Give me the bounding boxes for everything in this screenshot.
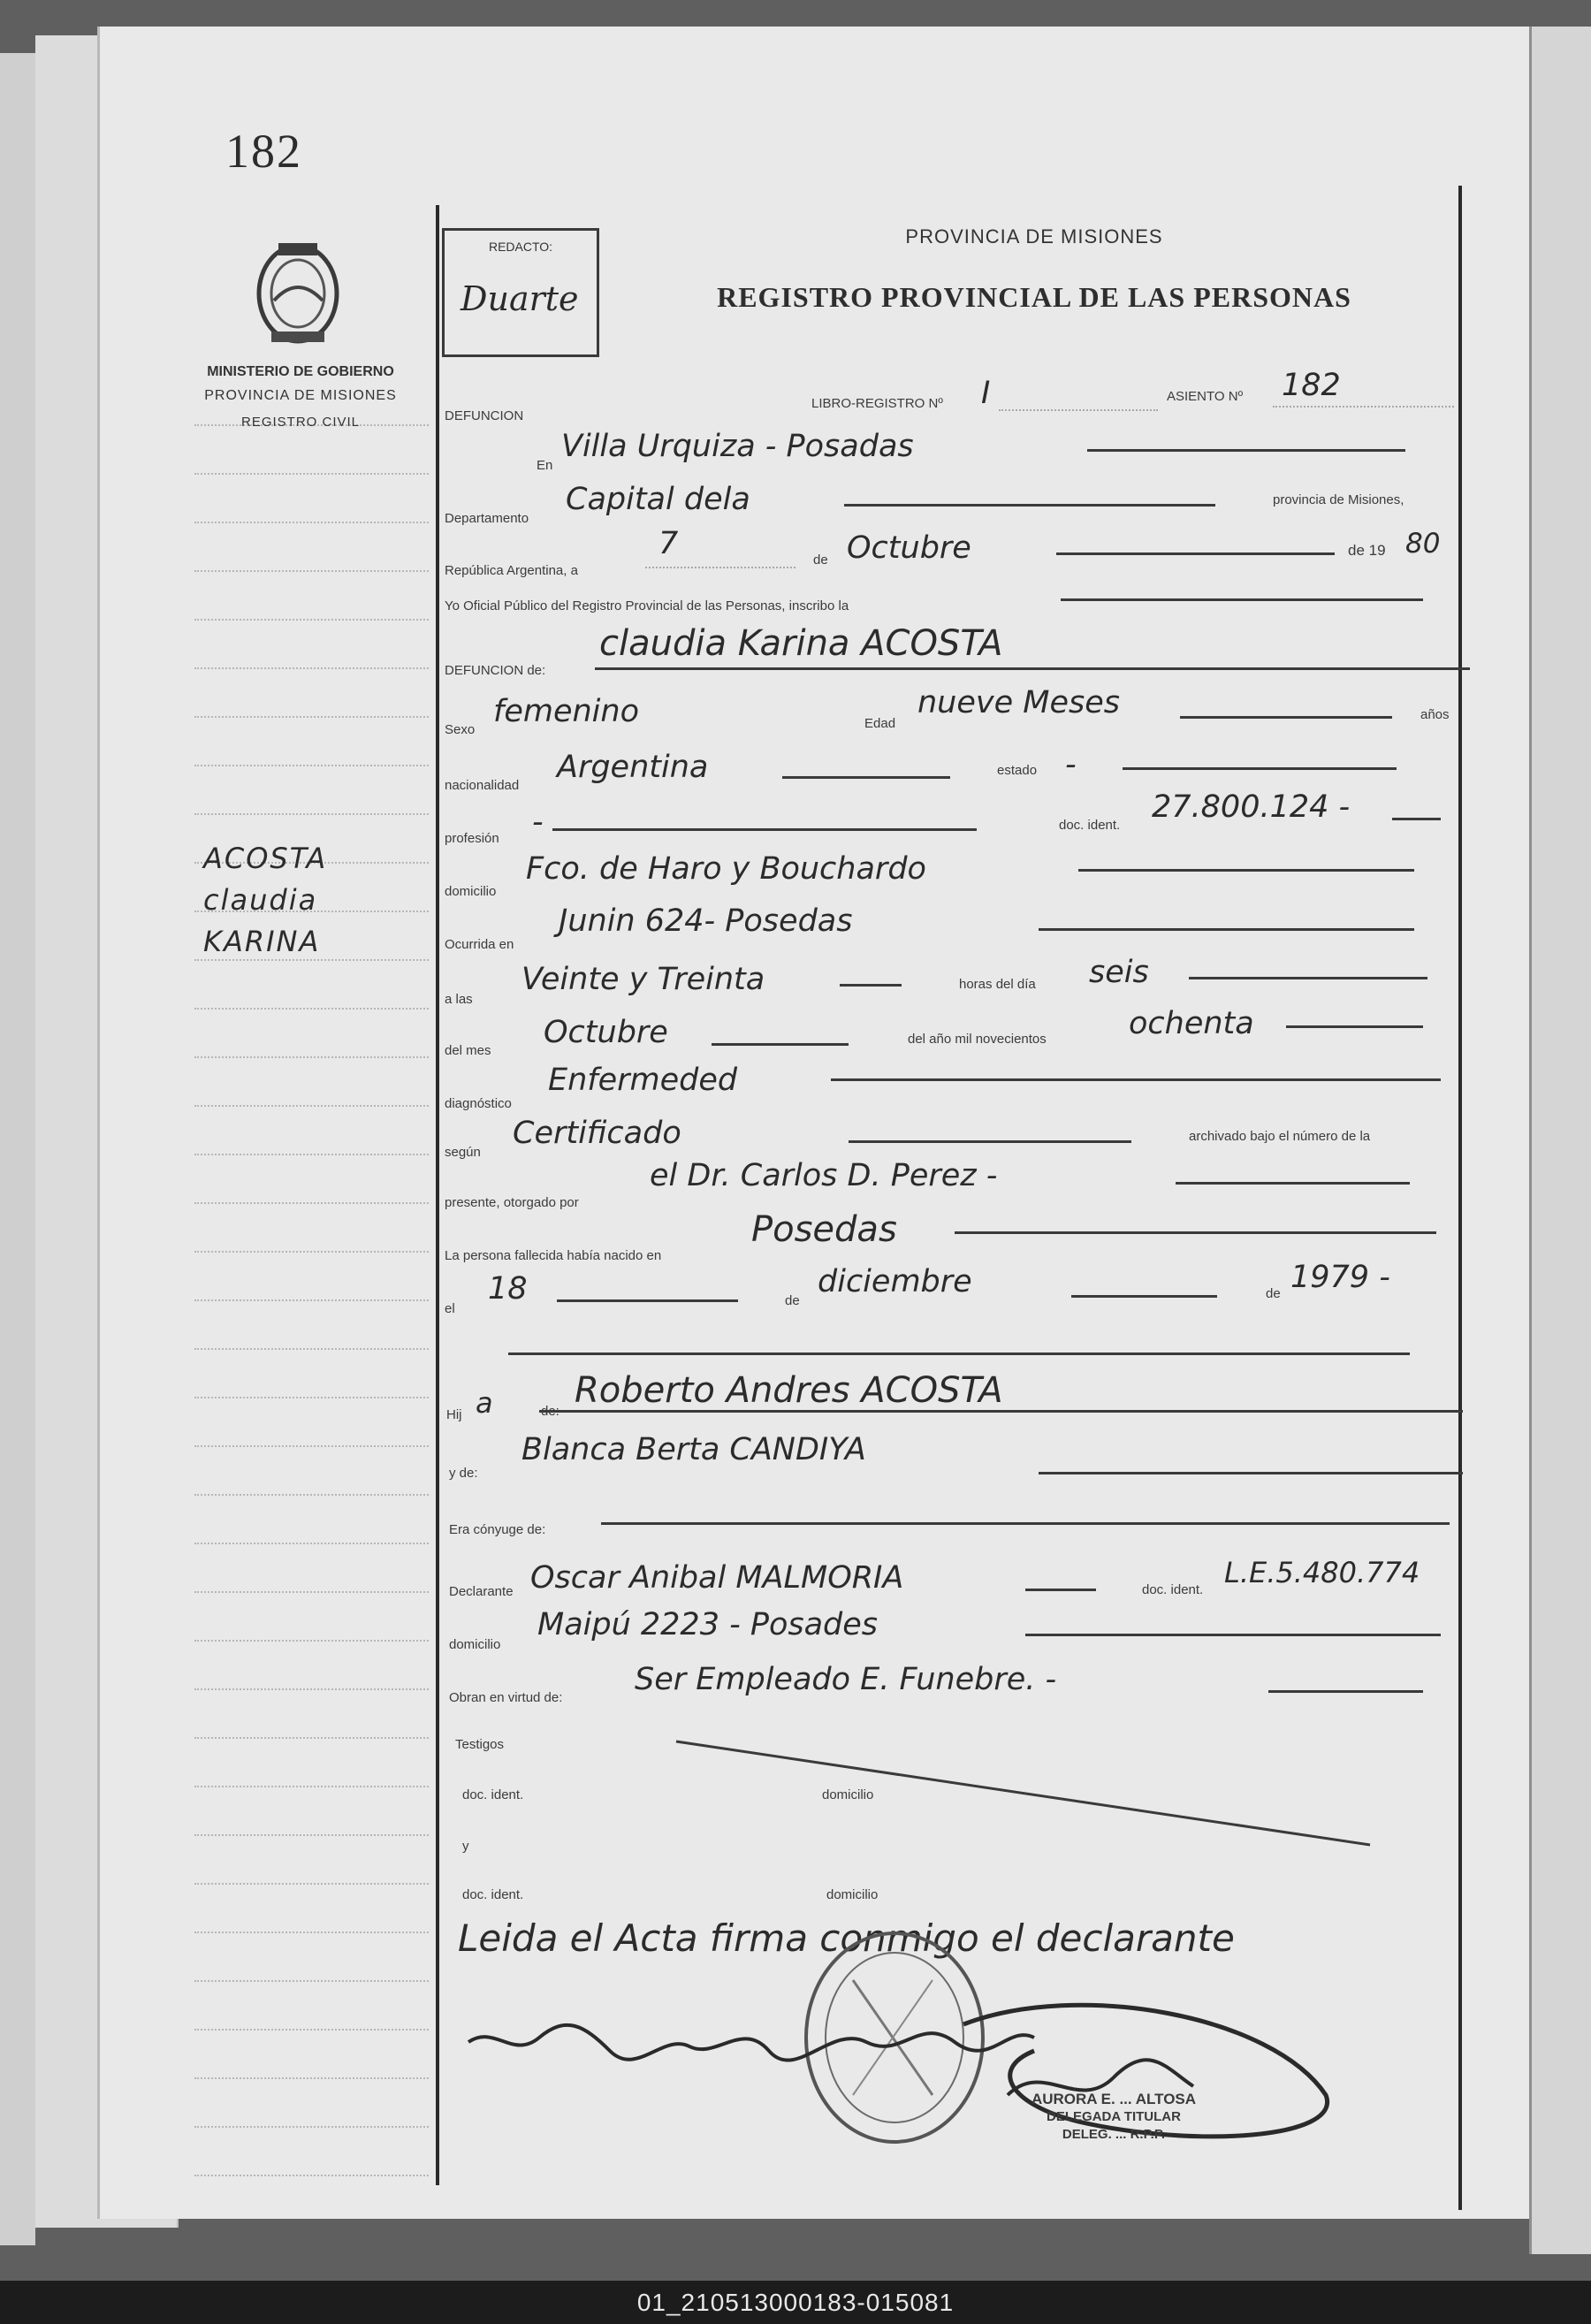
- margin-rule: [194, 1299, 429, 1301]
- margin-rule: [194, 1105, 429, 1107]
- nac-year: 1979 -: [1290, 1260, 1390, 1295]
- strike-line: [672, 1737, 1379, 1852]
- provincial-seal-icon: [252, 239, 345, 349]
- estado-value: -: [1065, 747, 1077, 782]
- provincia-suffix: provincia de Misiones,: [1273, 492, 1404, 507]
- domicilio-value: Fco. de Haro y Bouchardo: [526, 851, 926, 887]
- margin-rule: [194, 1932, 429, 1933]
- mes-line: [712, 1043, 849, 1046]
- margin-deceased-name: [203, 838, 327, 963]
- month-line: [1056, 552, 1335, 555]
- sexo-value: femenino: [493, 694, 639, 729]
- domicilio-line: [1078, 869, 1414, 872]
- departamento-value: Capital dela: [566, 482, 750, 517]
- libro-dots: [999, 409, 1158, 411]
- en-line: [1087, 449, 1405, 452]
- obran-line: [1268, 1690, 1423, 1693]
- margin-rule: [194, 2077, 429, 2079]
- stamp-line: DELEGADA TITULAR: [1047, 2109, 1181, 2124]
- margin-rule: [194, 2029, 429, 2031]
- departamento-line: [844, 504, 1215, 507]
- y-de-label: y de:: [449, 1466, 478, 1481]
- declarante-value: Oscar Anibal MALMORIA: [530, 1560, 904, 1596]
- nacionalidad-value: Argentina: [557, 750, 709, 785]
- type-label: DEFUNCION: [445, 408, 524, 423]
- margin-rule: [194, 1834, 429, 1836]
- year-prefix: de 19: [1348, 542, 1386, 559]
- oficial-text: Yo Oficial Público del Registro Provincial de las Personas, inscribo la: [445, 598, 849, 613]
- profesion-line: [552, 828, 977, 831]
- mes-label: del mes: [445, 1043, 491, 1058]
- nac-day-line: [557, 1299, 738, 1302]
- closing-value: Leida el Acta firma conmigo el declarante: [458, 1916, 1235, 1960]
- blank-line: [508, 1352, 1410, 1355]
- redacto-label: REDACTO:: [488, 240, 553, 254]
- libro-value: I: [981, 376, 991, 411]
- stamp-line: DELEG. ... R.P.P.: [1062, 2127, 1166, 2142]
- obran-value: Ser Empleado E. Funebre. -: [635, 1662, 1057, 1697]
- margin-rule: [194, 1251, 429, 1253]
- margin-rule: [194, 1397, 429, 1398]
- book-spine: [0, 53, 35, 2245]
- edad-line: [1180, 716, 1392, 719]
- presente-value: el Dr. Carlos D. Perez -: [650, 1158, 998, 1193]
- testigos-label: Testigos: [455, 1737, 505, 1752]
- decl-doc-value: L.E.5.480.774: [1224, 1556, 1420, 1589]
- margin-rule: [194, 1202, 429, 1204]
- edad-label: Edad: [864, 716, 896, 731]
- day-dots: [645, 567, 796, 568]
- el-label: el: [445, 1301, 455, 1316]
- margin-rule: [194, 1056, 429, 1058]
- year-value: 80: [1405, 528, 1441, 560]
- nac-month: diciembre: [818, 1264, 972, 1299]
- y-label: y: [462, 1839, 469, 1854]
- register-page: [97, 27, 1532, 2219]
- doc-ident-label: doc. ident.: [1059, 818, 1121, 833]
- de-label: de: [813, 552, 828, 568]
- anio-mil-value: ochenta: [1129, 1006, 1254, 1041]
- month-value: Octubre: [847, 530, 971, 566]
- anio-mil-label: del año mil novecientos: [908, 1032, 1047, 1047]
- margin-rule: [194, 765, 429, 766]
- diagnostico-label: diagnóstico: [445, 1096, 512, 1111]
- margin-rule: [194, 473, 429, 475]
- departamento-label: Departamento: [445, 511, 529, 526]
- ocurrida-line: [1039, 928, 1414, 931]
- margin-rule: [194, 1445, 429, 1447]
- republica-label: República Argentina, a: [445, 563, 578, 578]
- estado-label: estado: [997, 763, 1038, 778]
- margin-rule: [194, 813, 429, 815]
- nac-year-prefix: de: [1266, 1286, 1281, 1301]
- redacto-box: [442, 228, 599, 357]
- nacionalidad-line: [782, 776, 950, 779]
- diagnostico-line: [831, 1078, 1441, 1081]
- margin-rule: [194, 1348, 429, 1350]
- segun-label: según: [445, 1145, 481, 1160]
- anos-label: años: [1420, 707, 1450, 722]
- nac-month-line: [1071, 1295, 1217, 1298]
- hija-label: Hij: [446, 1407, 462, 1422]
- padre-line: [539, 1410, 1463, 1413]
- nac-de-label: de: [785, 1293, 800, 1308]
- conyuge-line: [601, 1522, 1450, 1525]
- defuncion-de-line: [595, 667, 1470, 670]
- nacido-line: [955, 1231, 1436, 1234]
- sexo-label: Sexo: [445, 722, 476, 737]
- ocurrida-label: Ocurrida en: [445, 937, 514, 952]
- oficial-line: [1061, 598, 1423, 601]
- decl-doc-label: doc. ident.: [1142, 1582, 1204, 1597]
- presente-label: presente, otorgado por: [445, 1195, 579, 1210]
- dia-value: seis: [1089, 955, 1149, 990]
- nacido-value: Posedas: [751, 1209, 897, 1250]
- domicilio-label: domicilio: [445, 884, 497, 899]
- estado-line: [1123, 767, 1397, 770]
- margin-rule: [194, 1640, 429, 1642]
- profesion-label: profesión: [445, 831, 499, 846]
- a-las-line: [840, 984, 902, 987]
- testigo2-doc-label: doc. ident.: [462, 1887, 524, 1902]
- ministry-office: REGISTRO CIVIL: [240, 415, 361, 430]
- margin-rule: [194, 2126, 429, 2128]
- stamp-text: [955, 2091, 1273, 2144]
- segun-value: Certificado: [513, 1116, 681, 1151]
- asiento-dots: [1273, 406, 1454, 408]
- margin-rule: [194, 522, 429, 523]
- decl-domicilio-label: domicilio: [449, 1637, 501, 1652]
- mes-value: Octubre: [544, 1015, 668, 1050]
- doc-ident-value: 27.800.124 -: [1152, 789, 1351, 825]
- form-frame-right: [1458, 186, 1462, 2210]
- a-las-label: a las: [445, 992, 473, 1007]
- madre-value: Blanca Berta CANDIYA: [521, 1432, 866, 1467]
- decl-domicilio-line: [1025, 1634, 1441, 1636]
- ministry-name: MINISTERIO DE GOBIERNO: [207, 364, 394, 379]
- decl-domicilio-value: Maipú 2223 - Posades: [537, 1607, 879, 1642]
- edad-value: nueve Meses: [917, 685, 1121, 720]
- margin-rule: [194, 1980, 429, 1982]
- margin-rule: [194, 1688, 429, 1690]
- en-label: En: [537, 458, 553, 473]
- declarante-line: [1025, 1589, 1096, 1591]
- ocurrida-value: Junin 624- Posedas: [559, 903, 853, 939]
- declarante-label: Declarante: [449, 1584, 514, 1599]
- madre-line: [1039, 1472, 1463, 1474]
- day-value: 7: [658, 526, 679, 561]
- form-frame-left: [436, 205, 439, 2185]
- nac-day: 18: [488, 1271, 528, 1307]
- registry-title: REGISTRO PROVINCIAL DE LAS PERSONAS: [717, 281, 1351, 313]
- dia-line: [1189, 977, 1427, 979]
- right-sheet-edge: [1529, 27, 1591, 2254]
- nacionalidad-label: nacionalidad: [445, 778, 520, 793]
- obran-label: Obran en virtud de:: [449, 1690, 563, 1705]
- defuncion-de-value: claudia Karina ACOSTA: [599, 623, 1003, 664]
- nacido-label: La persona fallecida había nacido en: [445, 1248, 662, 1263]
- province-heading: PROVINCIA DE MISIONES: [905, 225, 1163, 248]
- ministry-block: [181, 364, 420, 438]
- margin-name-line: ACOSTA: [203, 842, 328, 875]
- diagnostico-value: Enfermeded: [548, 1063, 738, 1098]
- margin-rule: [194, 619, 429, 621]
- a-las-value: Veinte y Treinta: [521, 962, 765, 997]
- margin-rule: [194, 2175, 429, 2176]
- stamp-line: AURORA E. ... ALTOSA: [1031, 2091, 1197, 2107]
- padre-value: Roberto Andres ACOSTA: [575, 1370, 1003, 1411]
- testigo2-domicilio-label: domicilio: [826, 1887, 879, 1902]
- margin-rule: [194, 1154, 429, 1155]
- presente-line: [1176, 1182, 1410, 1185]
- testigo-doc-label: doc. ident.: [462, 1787, 524, 1802]
- profesion-value: -: [532, 804, 544, 840]
- margin-rule: [194, 1494, 429, 1496]
- horas-label: horas del día: [959, 977, 1036, 992]
- anio-mil-line: [1286, 1025, 1423, 1028]
- hija-de-label: de:: [541, 1404, 560, 1419]
- margin-rule: [194, 1737, 429, 1739]
- en-value: Villa Urquiza - Posadas: [561, 429, 914, 464]
- footer-id: 01_210513000183-015081: [0, 2281, 1591, 2324]
- asiento-label: ASIENTO Nº: [1167, 389, 1244, 404]
- margin-rule: [194, 667, 429, 669]
- testigo-domicilio-label: domicilio: [822, 1787, 874, 1802]
- redacto-value: Duarte: [461, 279, 579, 318]
- conyuge-label: Era cónyuge de:: [449, 1522, 546, 1537]
- archivado-label: archivado bajo el número de la: [1189, 1129, 1371, 1144]
- libro-label: LIBRO-REGISTRO Nº: [811, 396, 943, 411]
- asiento-value: 182: [1282, 368, 1341, 403]
- margin-name-line: KARINA: [203, 925, 321, 958]
- margin-rule: [194, 570, 429, 572]
- margin-rule: [194, 716, 429, 718]
- margin-rule: [194, 1008, 429, 1010]
- segun-line: [849, 1140, 1131, 1143]
- margin-name-line: claudia: [203, 883, 318, 917]
- hija-value: a: [476, 1386, 493, 1420]
- ministry-province: PROVINCIA DE MISIONES: [204, 388, 397, 403]
- margin-rule: [194, 1883, 429, 1885]
- margin-rule: [194, 1591, 429, 1593]
- doc-ident-line: [1392, 818, 1441, 820]
- defuncion-de-label: DEFUNCION de:: [445, 663, 546, 678]
- page-number: 182: [225, 125, 302, 178]
- margin-rule: [194, 1543, 429, 1544]
- margin-rule: [194, 1786, 429, 1787]
